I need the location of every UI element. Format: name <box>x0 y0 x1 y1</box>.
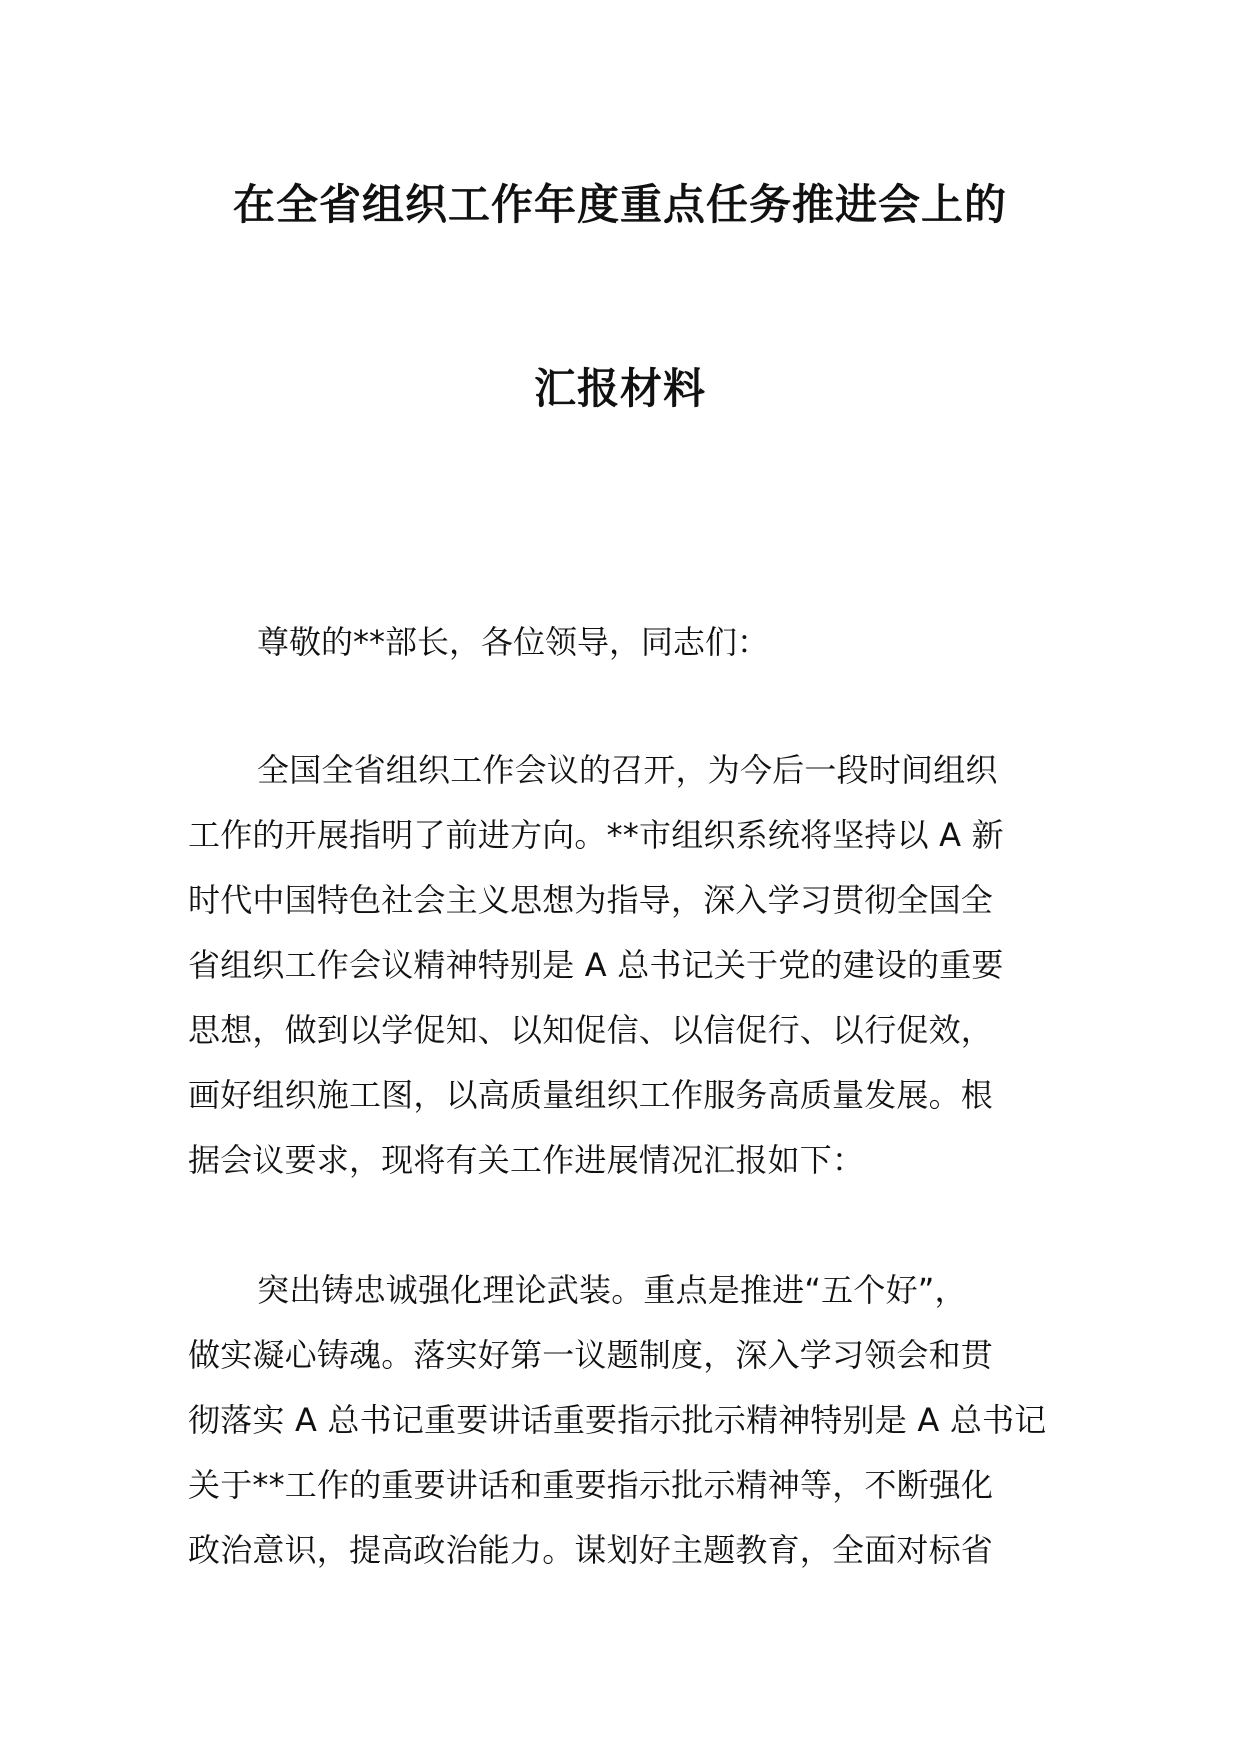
paragraph-line: 突出铸忠诚强化理论武装。重点是推进“五个好”， <box>257 1271 967 1309</box>
paragraph-introduction <box>188 745 1058 1200</box>
paragraph-line: 政治意识，提高政治能力。谋划好主题教育，全面对标省 <box>188 1531 994 1569</box>
salutation: 尊敬的**部长，各位领导，同志们： <box>257 623 770 661</box>
paragraph-theory-armament <box>188 1265 1058 1590</box>
document-title-line-2: 汇报材料 <box>533 364 706 413</box>
paragraph-line: 关于**工作的重要讲话和重要指示批示精神等，不断强化 <box>188 1466 994 1504</box>
paragraph-line: 据会议要求，现将有关工作进展情况汇报如下： <box>188 1141 865 1179</box>
paragraph-line: 全国全省组织工作会议的召开，为今后一段时间组织 <box>257 751 998 789</box>
paragraph-line: 省组织工作会议精神特别是 A 总书记关于党的建设的重要 <box>188 946 1004 984</box>
paragraph-line: 彻落实 A 总书记重要讲话重要指示批示精神特别是 A 总书记 <box>188 1401 1047 1439</box>
paragraph-line: 做实凝心铸魂。落实好第一议题制度，深入学习领会和贯 <box>188 1336 994 1374</box>
document-title-line-1: 在全省组织工作年度重点任务推进会上的 <box>232 180 1007 229</box>
paragraph-line: 时代中国特色社会主义思想为指导，深入学习贯彻全国全 <box>188 881 994 919</box>
paragraph-line: 画好组织施工图，以高质量组织工作服务高质量发展。根 <box>188 1076 994 1114</box>
paragraph-line: 工作的开展指明了前进方向。**市组织系统将坚持以 A 新 <box>188 816 1004 854</box>
paragraph-line: 思想，做到以学促知、以知促信、以信促行、以行促效， <box>188 1011 994 1049</box>
